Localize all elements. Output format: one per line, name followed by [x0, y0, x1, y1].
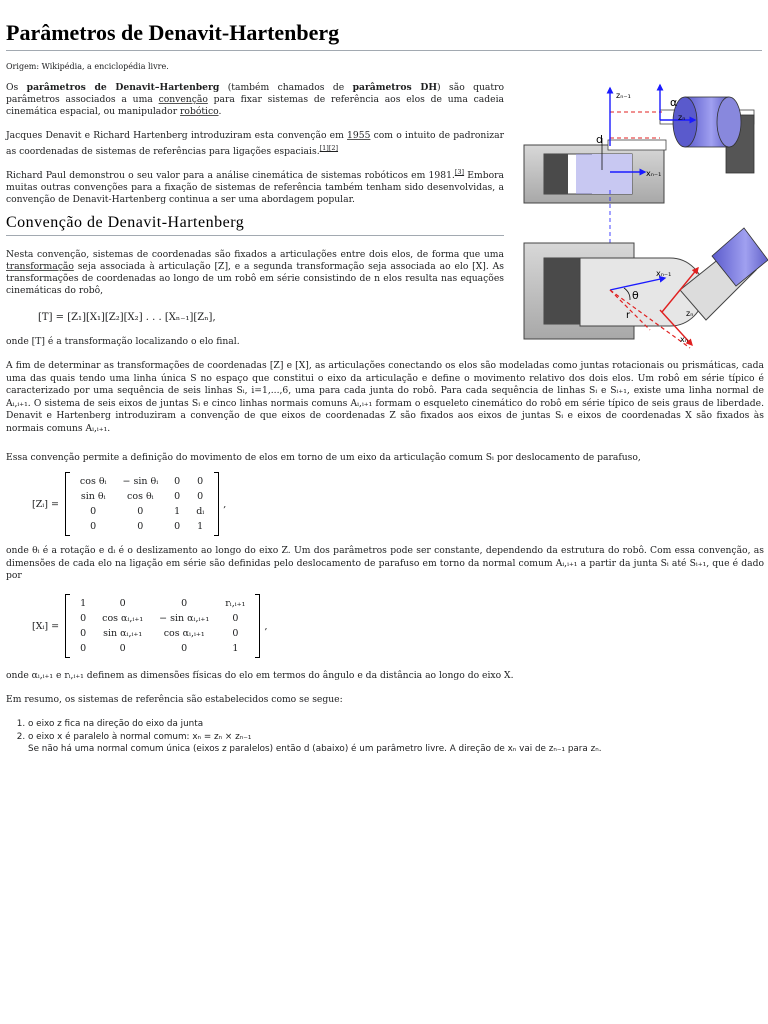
link-convencao[interactable]: convenção	[158, 94, 208, 105]
bold-term-params: parâmetros DH	[352, 82, 438, 93]
label-theta: θ	[632, 289, 639, 302]
convention-paragraph-7: Em resumo, os sistemas de referência são estabelecidos como se segue:	[6, 694, 343, 705]
link-transformacao[interactable]: transformação	[6, 261, 74, 272]
intro-paragraph-1: Os parâmetros de Denavit–Hartenberg (também chamados de parâmetros DH) são quatro parâmetros associados a uma convenção para fixar sistemas de referência aos elos de uma cadeia cinemática espacial, ou manipulador robótico.	[6, 82, 505, 117]
link-1955[interactable]: 1955	[347, 130, 371, 141]
intro-paragraph-2: Jacques Denavit e Richard Hartenberg introduziram esta convenção em 1955 com o intuito de padronizar as coordenadas de sistemas de referências para ligações espaciais.[1][2]	[6, 130, 504, 158]
bold-term-dh: parâmetros de Denavit–Hartenberg	[26, 82, 220, 93]
matrix-X-table: 1 0 0 rᵢ,ᵢ₊₁ 0 cos αᵢ,ᵢ₊₁ − sin αᵢ,ᵢ₊₁ 0 0 sin αᵢ,ᵢ₊₁ cos αᵢ,ᵢ₊₁ 0 0 0 0 1	[80, 598, 246, 654]
label-x-n: xₙ	[680, 335, 688, 344]
label-alpha: α	[670, 96, 678, 109]
list-item: 1. o eixo z fica na direção do eixo da junta	[28, 718, 764, 731]
convention-paragraph-2: onde [T] é a transformação localizando o elo final.	[6, 336, 240, 347]
label-z-n-mid: zₙ	[686, 309, 694, 318]
list-item-note: Se não há uma normal comum única (eixos z paralelos) então d (abaixo) é um parâmetro livre. A direção de xₙ vai de zₙ₋₁ para zₙ.	[28, 744, 602, 754]
label-z-n: zₙ	[678, 113, 686, 122]
convention-paragraph-1: Nesta convenção, sistemas de coordenadas são fixados a articulações entre dois elos, de forma que uma transformação seja associada à articulação [Z], e a segunda transformação seja associada ao elo [X]. As transformações de coordenadas ao longo de um robô em série consistindo de n elos resulta nas equações cinemáticas do robô,	[6, 249, 504, 296]
page-title: Parâmetros de Denavit-Hartenberg	[6, 20, 762, 51]
label-x-prev-top: xₙ₋₁	[646, 169, 662, 178]
matrix-X-label: [Xᵢ] =	[32, 620, 60, 632]
matrix-X: [Xᵢ] = 1 0 0 rᵢ,ᵢ₊₁ 0 cos αᵢ,ᵢ₊₁ − sin αᵢ,ᵢ₊₁ 0 0 sin αᵢ,ᵢ₊₁ cos αᵢ,ᵢ₊₁ 0 0 0 0 1 ,	[32, 594, 268, 658]
reference-link[interactable]: [1][2]	[319, 144, 339, 152]
label-z-prev: zₙ₋₁	[616, 91, 631, 100]
section-heading: Convenção de Denavit-Hartenberg	[6, 214, 504, 236]
intro-paragraph-3: Richard Paul demonstrou o seu valor para a análise cinemática de sistemas robóticos em 1981.[3] Embora muitas outras convenções para a fixação de sistemas de referência também tenham sido desenvolvidas, a convenção de Denavit-Hartenberg continua a ser uma abordagem popular.	[6, 168, 505, 206]
origin-note: Origem: Wikipédia, a enciclopédia livre.	[6, 62, 169, 71]
frame-rules-list	[6, 718, 764, 756]
list-item: 2. o eixo x é paralelo à normal comum: xₙ = zₙ × zₙ₋₁ Se não há uma normal comum única (eixos z paralelos) então d (abaixo) é um parâmetro livre. A direção de xₙ vai de zₙ₋₁ para zₙ.	[28, 731, 764, 756]
reference-link[interactable]: [3]	[454, 168, 465, 176]
convention-paragraph-4: Essa convenção permite a definição do movimento de elos em torno de um eixo da articulação comum Sᵢ por deslocamento de parafuso,	[6, 452, 641, 463]
label-d: d	[596, 133, 603, 146]
dh-parameters-diagram	[520, 80, 768, 350]
convention-paragraph-6: onde αᵢ,ᵢ₊₁ e rᵢ,ᵢ₊₁ definem as dimensões físicas do elo em termos do ângulo e da distância ao longo do eixo X.	[6, 670, 514, 681]
formula-T: [T] = [Z₁][X₁][Z₂][X₂] . . . [Xₙ₋₁][Zₙ],	[38, 312, 216, 323]
matrix-Z-table: cos θᵢ − sin θᵢ 0 0 sin θᵢ cos θᵢ 0 0 0 0 1 dᵢ 0 0 0 1	[79, 476, 205, 532]
label-r: r	[626, 310, 631, 321]
matrix-Z: [Zᵢ] = cos θᵢ − sin θᵢ 0 0 sin θᵢ cos θᵢ 0 0 0 0 1 dᵢ 0 0 0 1 ,	[32, 472, 226, 536]
lower-joint	[524, 228, 768, 348]
label-x-prev-mid: xₙ₋₁	[656, 269, 672, 278]
link-robotico[interactable]: robótico	[180, 106, 219, 117]
matrix-Z-label: [Zᵢ] =	[32, 498, 59, 510]
convention-paragraph-3: A fim de determinar as transformações de coordenadas [Z] e [X], as articulações conectando os elos são modeladas como juntas rotacionais ou prismáticas, cada uma das quais tendo uma linha única S no espaço que constitui o eixo da articulação e define o movimento relativo dos dois elos. Um robô em série típico é caracterizado por uma sequência de seis linhas Sᵢ, i=1,...,6, uma para cada junta do robô. Para cada sequência de linhas Sᵢ e Sᵢ₊₁, existe uma linha normal de Aᵢ,ᵢ₊₁. O sistema de seis eixos de juntas Sᵢ e cinco linhas normais comuns Aᵢ,ᵢ₊₁ formam o esqueleto cinemático do robô em série típico de seis graus de liberdade. Denavit e Hartenberg introduziram a convenção de que eixos de coordenadas Z são fixados aos eixos de juntas Sᵢ e eixos de coordenadas X são fixados às normais comuns Aᵢ,ᵢ₊₁.	[6, 360, 764, 434]
convention-paragraph-5: onde θᵢ é a rotação e dᵢ é o deslizamento ao longo do eixo Z. Um dos parâmetros pode ser constante, dependendo da estrutura do robô. Com essa convenção, as dimensões de cada elo na ligação em série são definidas pelo deslocamento de parafuso em torno da normal comum Aᵢ,ᵢ₊₁ a partir da junta Sᵢ até Sᵢ₊₁, que é dado por	[6, 545, 764, 581]
